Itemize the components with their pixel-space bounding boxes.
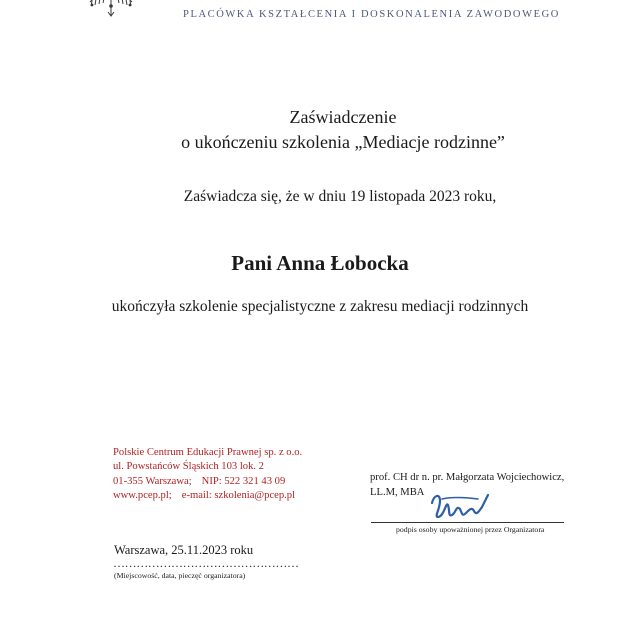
institution-header: PLACÓWKA KSZTAŁCENIA I DOSKONALENIA ZAWODOWEGO [183,9,560,20]
recipient-name: Pani Anna Łobocka [231,251,409,275]
certification-statement: Zaświadcza się, że w dniu 19 listopada 2023 roku, [183,188,497,205]
organizer-email: e-mail: szkolenia@pcep.pl [181,489,296,501]
place-and-date: Warszawa, 25.11.2023 roku [114,543,254,557]
organizer-name: Polskie Centrum Edukacji Prawnej sp. z o.o. [113,447,303,458]
organizer-website: www.pcep.pl; [113,489,172,501]
place-date-dotted-line: ………………………………………… [113,556,299,570]
organizer-contact-line [113,489,302,503]
signature-caption: podpis osoby upoważnionej przez Organizatora [396,525,545,534]
organizer-nip: NIP: 522 321 43 09 [201,475,286,487]
document-title: Zaświadczenie [289,107,397,127]
organizer-postal-city: 01-355 Warszawa; [113,475,192,487]
document-subtitle: o ukończeniu szkolenia „Mediacje rodzinne” [181,132,505,152]
signatory-degrees: LL.M, MBA [370,486,425,498]
handwritten-signature-icon [428,487,490,527]
organizer-street: ul. Powstańców Śląskich 103 lok. 2 [113,461,264,473]
place-date-caption: (Miejscowość, data, pieczęć organizatora) [114,571,246,580]
organizer-details [113,446,302,503]
signature-line [371,522,564,523]
eagle-emblem-icon [86,0,136,20]
completion-statement: ukończyła szkolenie specjalistyczne z zakresu mediacji rodzinnych [111,298,529,315]
organizer-postal-line [113,475,302,489]
signatory-name: prof. CH dr n. pr. Małgorzata Wojciechowicz, [370,472,565,483]
